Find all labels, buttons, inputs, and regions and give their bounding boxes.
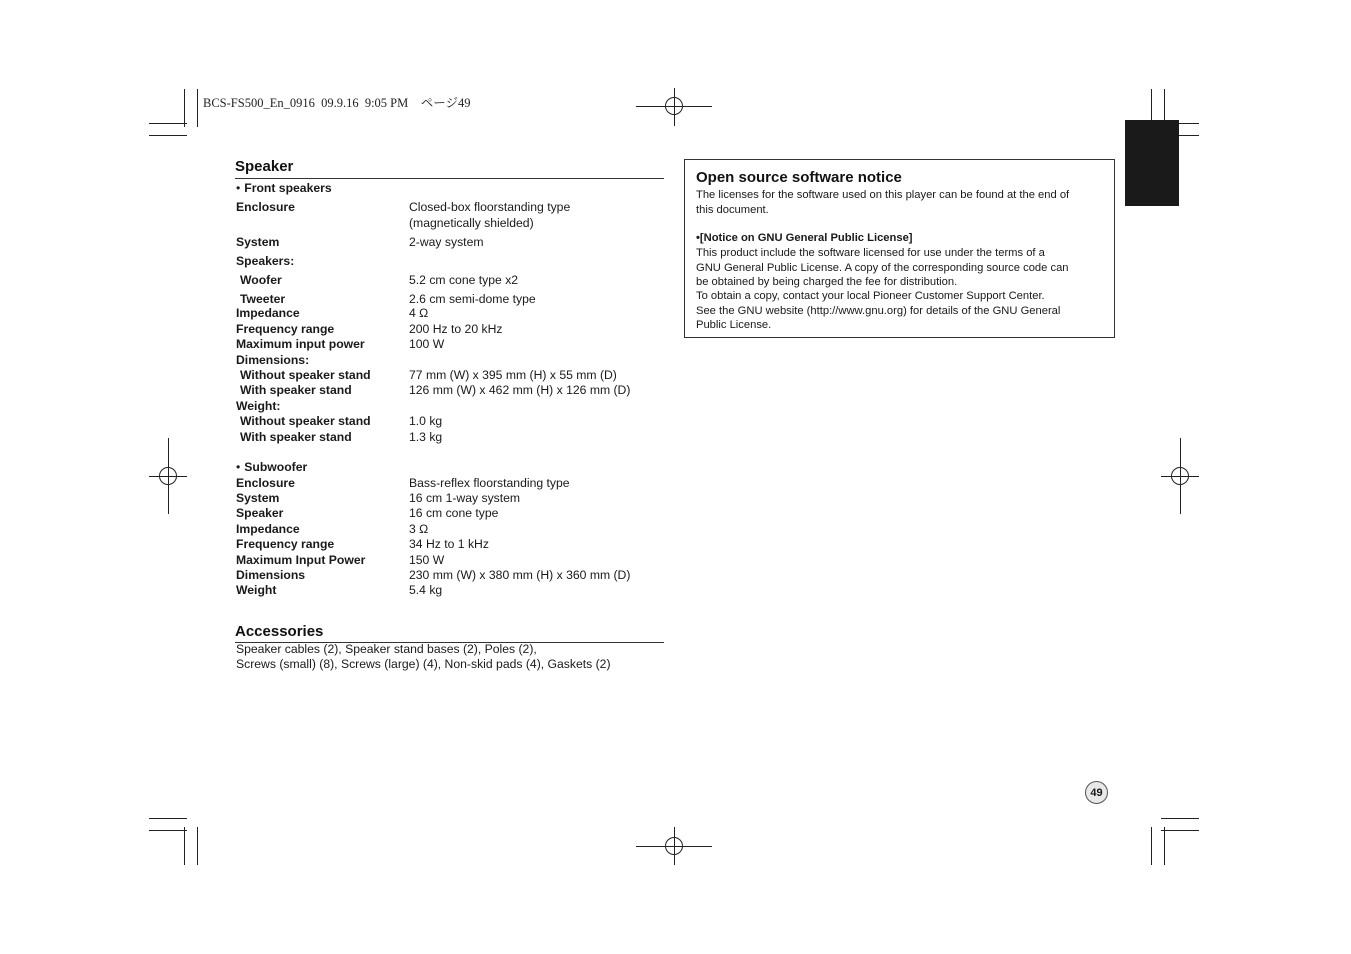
print-slug: BCS-FS500_En_0916 09.9.16 9:05 PM ページ49 <box>203 96 471 110</box>
spec-key: Frequency range <box>236 537 335 551</box>
spec-value: (magnetically shielded) <box>409 216 534 230</box>
spec-key: Enclosure <box>236 200 295 214</box>
accessories-line: Screws (small) (8), Screws (large) (4), Non-skid pads (4), Gaskets (2) <box>236 657 611 671</box>
accessories-title: Accessories <box>235 623 324 640</box>
spec-value: 100 W <box>409 337 445 351</box>
spec-value: 5.2 cm cone type x2 <box>409 273 519 287</box>
spec-value: 1.0 kg <box>409 414 443 428</box>
crop-mark <box>149 123 187 124</box>
spec-key: With speaker stand <box>240 430 352 444</box>
spec-value: 1.3 kg <box>409 430 443 444</box>
crop-mark <box>1164 827 1165 865</box>
crop-mark <box>1151 827 1152 865</box>
accessories-line: Speaker cables (2), Speaker stand bases (2), Poles (2), <box>236 642 537 656</box>
notice-line: This product include the software licensed for use under the terms of a <box>696 247 1045 259</box>
front-speakers-heading: • Front speakers <box>236 181 332 195</box>
crop-mark <box>149 830 187 831</box>
crop-mark <box>197 89 198 127</box>
crop-mark <box>149 818 187 819</box>
spec-value: 16 cm 1-way system <box>409 491 521 505</box>
gnu-notice-heading: •[Notice on GNU General Public License] <box>696 232 913 244</box>
crop-mark <box>197 827 198 865</box>
notice-line: See the GNU website (http://www.gnu.org) for details of the GNU General <box>696 305 1061 317</box>
spec-key: Woofer <box>240 273 282 287</box>
spec-value: 230 mm (W) x 380 mm (H) x 360 mm (D) <box>409 568 631 582</box>
notice-line: GNU General Public License. A copy of the corresponding source code can <box>696 262 1069 274</box>
notice-intro-line: this document. <box>696 204 769 216</box>
crop-mark <box>184 827 185 865</box>
spec-value: Bass-reflex floorstanding type <box>409 476 570 490</box>
notice-line: be obtained by being charged the fee for distribution. <box>696 276 958 288</box>
spec-value: 200 Hz to 20 kHz <box>409 322 503 336</box>
subwoofer-heading: • Subwoofer <box>236 460 308 474</box>
crop-mark <box>1161 830 1199 831</box>
spec-key: Tweeter <box>240 292 286 306</box>
spec-value: 126 mm (W) x 462 mm (H) x 126 mm (D) <box>409 383 631 397</box>
spec-key: Enclosure <box>236 476 295 490</box>
crop-mark <box>149 135 187 136</box>
spec-key: Maximum Input Power <box>236 553 366 567</box>
spec-value: 34 Hz to 1 kHz <box>409 537 489 551</box>
crop-mark <box>1161 818 1199 819</box>
notice-line: To obtain a copy, contact your local Pioneer Customer Support Center. <box>696 290 1045 302</box>
spec-key: Dimensions <box>236 568 306 582</box>
spec-value: 3 Ω <box>409 522 429 536</box>
section-tab <box>1125 120 1179 206</box>
spec-value: 4 Ω <box>409 306 429 320</box>
open-source-notice-box <box>684 159 1115 338</box>
spec-value: 77 mm (W) x 395 mm (H) x 55 mm (D) <box>409 368 617 382</box>
spec-key: Maximum input power <box>236 337 365 351</box>
spec-key: Without speaker stand <box>240 414 371 428</box>
spec-key: Impedance <box>236 306 300 320</box>
speaker-rule <box>235 178 664 179</box>
speaker-title: Speaker <box>235 158 294 175</box>
crop-mark <box>184 89 185 127</box>
spec-key: Speakers: <box>236 254 295 268</box>
spec-value: 16 cm cone type <box>409 506 499 520</box>
notice-intro-line: The licenses for the software used on this player can be found at the end of <box>696 189 1070 201</box>
spec-key: Frequency range <box>236 322 335 336</box>
spec-key: Without speaker stand <box>240 368 371 382</box>
spec-value: 2.6 cm semi-dome type <box>409 292 536 306</box>
spec-key: Weight <box>236 583 277 597</box>
spec-value: Closed-box floorstanding type <box>409 200 571 214</box>
spec-key: System <box>236 235 280 249</box>
spec-key: Impedance <box>236 522 300 536</box>
spec-value: 150 W <box>409 553 445 567</box>
notice-title: Open source software notice <box>696 169 902 186</box>
spec-key: With speaker stand <box>240 383 352 397</box>
spec-value: 2-way system <box>409 235 484 249</box>
notice-line: Public License. <box>696 319 772 331</box>
spec-key: Speaker <box>236 506 284 520</box>
spec-key: Dimensions: <box>236 353 310 367</box>
spec-key: Weight: <box>236 399 281 413</box>
spec-value: 5.4 kg <box>409 583 443 597</box>
spec-key: System <box>236 491 280 505</box>
page-number: 49 <box>1085 781 1108 804</box>
